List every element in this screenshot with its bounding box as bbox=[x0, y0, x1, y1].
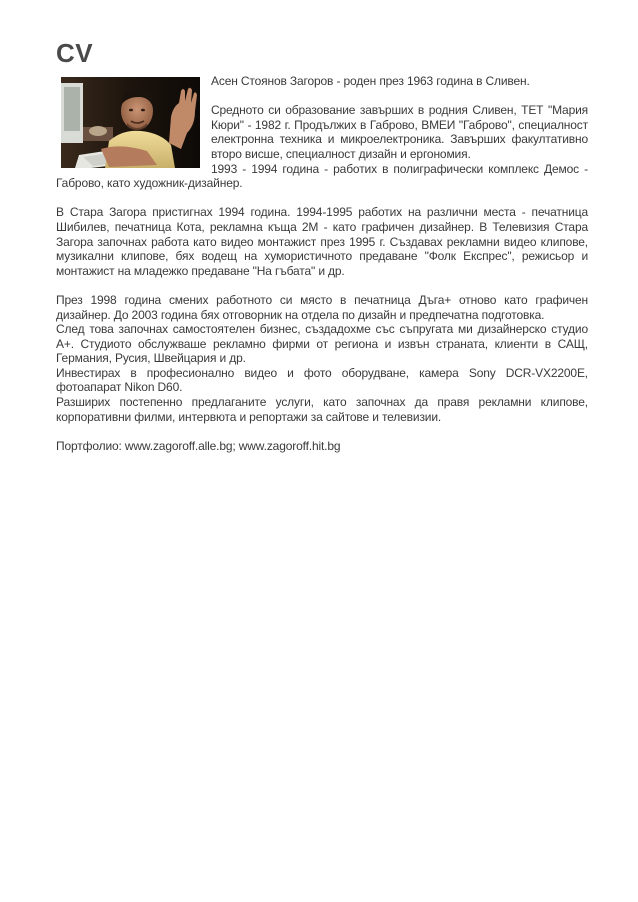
intro-work-demos: 1993 - 1994 година - работих в полиграфически комплекс Демос - Габрово, като художник-дизайнер. bbox=[56, 161, 588, 191]
daga-paragraph: През 1998 година смених работното си място в печатница Дъга+ отново като графичен дизайнер. До 2003 година бях отговорник на отдела по дизайн и предпечатна подготовка. bbox=[56, 292, 588, 322]
services-paragraph: Разширих постепенно предлаганите услуги, като започнах да правя рекламни клипове, корпоративни филми, интервюта и репортажи за сайтове и телевизии. bbox=[56, 395, 588, 424]
portfolio-line: Портфолио: www.zagoroff.alle.bg; www.zagoroff.hit.bg bbox=[56, 438, 341, 453]
intro-education: Средното си образование завърших в родния Сливен, ТЕТ "Мария Кюри" - 1982 г. Продължих в Габрово, ВМЕИ "Габрово", специалност електронна техника и микроелектроника. Завърших факултативно второ висше, специалност дизайн и ергономия. bbox=[211, 103, 588, 161]
cv-page bbox=[56, 38, 588, 453]
paragraph-gap bbox=[56, 278, 588, 293]
stara-zagora-paragraph: В Стара Загора пристигнах 1994 година. 1994-1995 работих на различни места - печатница Шибилев, печатница Кота, рекламна къща 2М - като графичен дизайнер. В Телевизия Стара Загора започнах работа като видео монтажист през 1995 г. Създавах рекламни видео клипове, музикални клипове, бях водещ на хумористичното предаване "Фолк Експрес", режисьор и монтажист на младежко предаване "На гъбата" и др. bbox=[56, 205, 588, 278]
portrait-photo-image bbox=[61, 77, 200, 168]
portrait-photo bbox=[61, 77, 200, 168]
paragraph-gap bbox=[56, 424, 588, 439]
page-title: CV bbox=[56, 38, 94, 68]
studio-paragraph: След това започнах самостоятелен бизнес, създадохме със съпругата ми дизайнерско студио А+. Студиото обслужваше рекламно фирми от региона и извън страната, клиенти в САЩ, Германия, Русия, Швейцария и др. bbox=[56, 322, 588, 366]
equipment-paragraph: Инвестирах в професионално видео и фото оборудване, камера Sony DCR-VX2200E, фотоапарат Nikon D60. bbox=[56, 365, 588, 395]
paragraph-gap bbox=[56, 191, 588, 206]
intro-birth: Асен Стоянов Загоров - роден през 1963 година в Сливен. bbox=[211, 74, 530, 88]
